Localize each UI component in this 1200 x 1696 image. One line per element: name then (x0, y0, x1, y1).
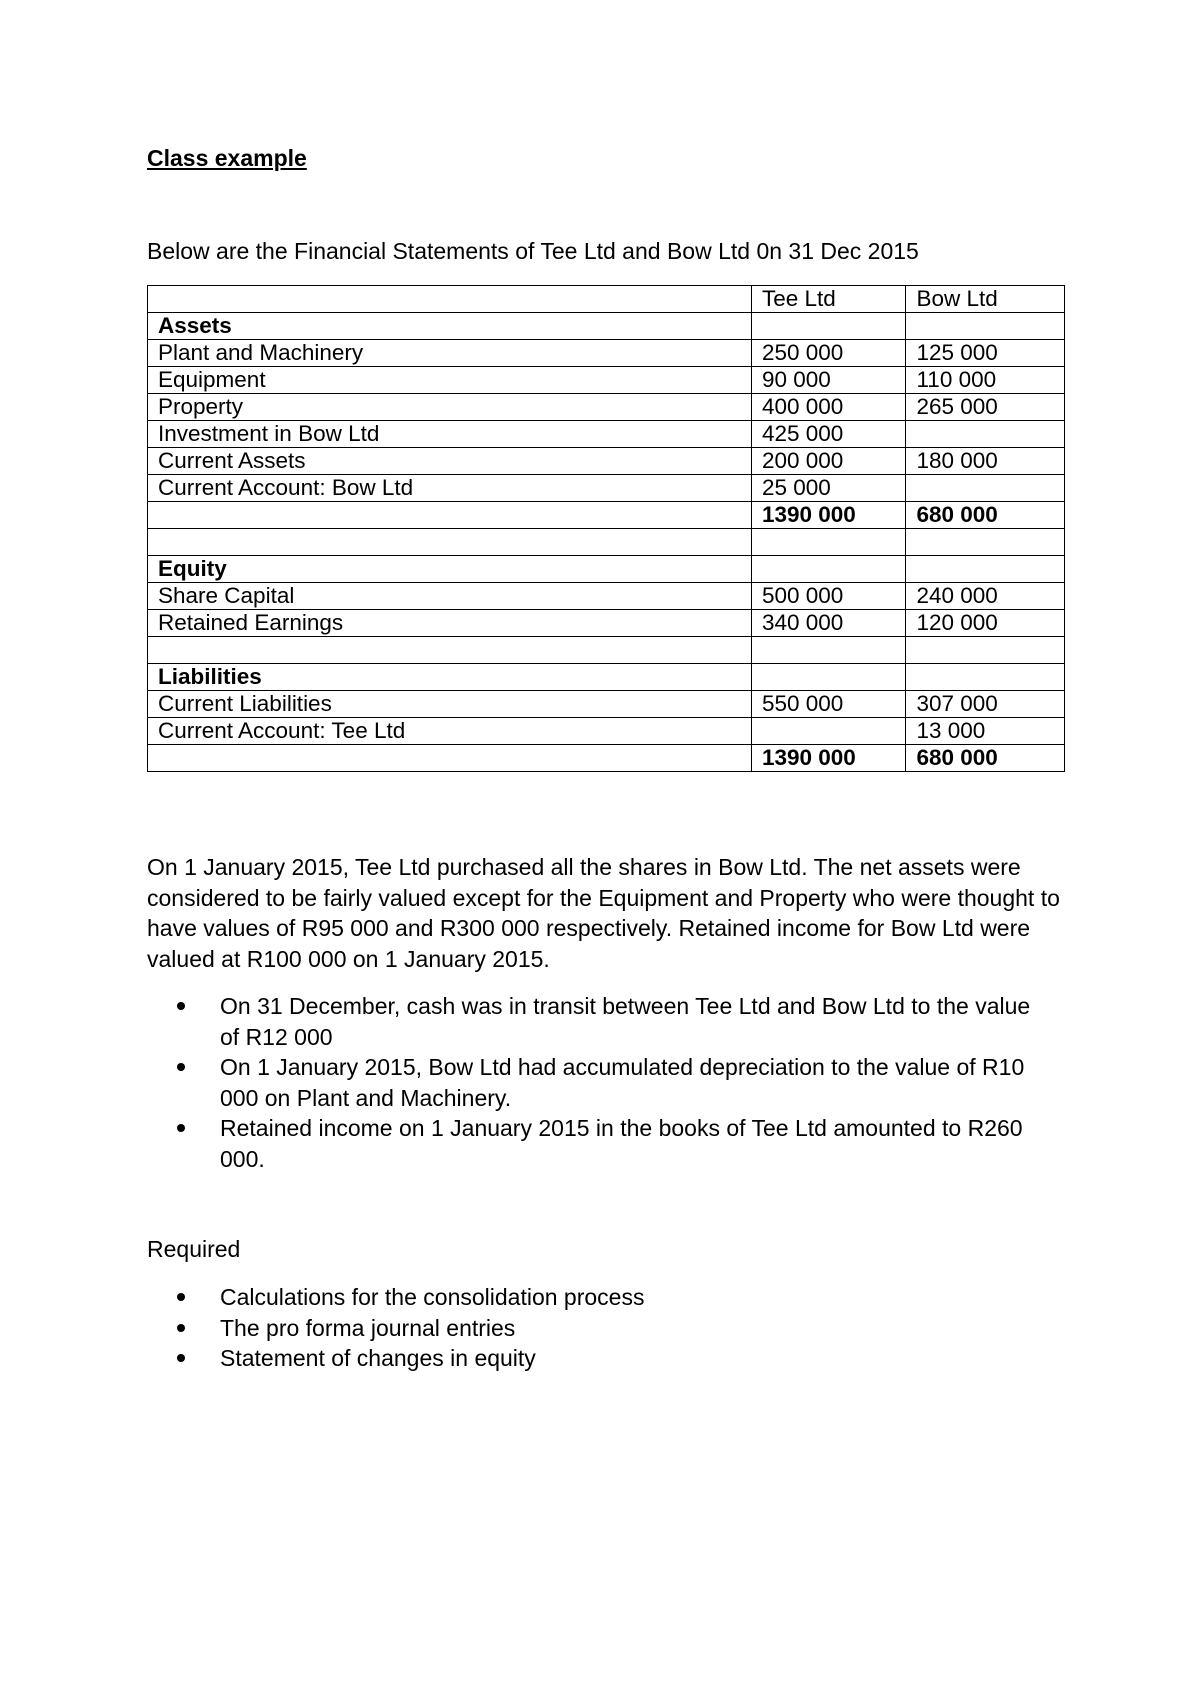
table-row (148, 313, 1065, 340)
table-row (148, 340, 1065, 367)
row-label: Property (148, 394, 752, 421)
row-label: Equipment (148, 367, 752, 394)
bow-value: 307 000 (906, 691, 1065, 718)
tee-value: 200 000 (751, 448, 906, 475)
financial-statements-table (147, 285, 1065, 772)
total-row-assets (148, 502, 1065, 529)
bow-value (906, 664, 1065, 691)
row-label: Investment in Bow Ltd (148, 421, 752, 448)
bow-value (906, 421, 1065, 448)
list-item: On 31 December, cash was in transit between Tee Ltd and Bow Ltd to the value of R12 000 (220, 991, 1050, 1052)
row-label: Current Account: Tee Ltd (148, 718, 752, 745)
scenario-paragraph: On 1 January 2015, Tee Ltd purchased all the shares in Bow Ltd. The net assets were considered to be fairly valued except for the Equipment and Property who were thought to have values of R95 000 and R300 000 respectively. Retained income for Bow Ltd were valued at R100 000 on 1 January 2015. (147, 854, 1060, 972)
tee-value: 25 000 (751, 475, 906, 502)
table-row (148, 556, 1065, 583)
bow-value (906, 556, 1065, 583)
row-label (148, 502, 752, 529)
table-row (148, 448, 1065, 475)
row-label: Plant and Machinery (148, 340, 752, 367)
table-row-empty (148, 637, 1065, 664)
header-tee-ltd: Tee Ltd (751, 286, 906, 313)
tee-value: 400 000 (751, 394, 906, 421)
row-label: Share Capital (148, 583, 752, 610)
tee-value: 250 000 (751, 340, 906, 367)
section-heading-assets: Assets (148, 313, 752, 340)
header-bow-ltd: Bow Ltd (906, 286, 1065, 313)
bow-value: 110 000 (906, 367, 1065, 394)
row-label: Current Account: Bow Ltd (148, 475, 752, 502)
tee-total: 1390 000 (751, 745, 906, 772)
intro-text: Below are the Financial Statements of Tee Ltd and Bow Ltd 0n 31 Dec 2015 (147, 238, 919, 264)
bow-value (906, 313, 1065, 340)
section-heading-liabilities: Liabilities (148, 664, 752, 691)
list-item: Retained income on 1 January 2015 in the books of Tee Ltd amounted to R260 000. (220, 1113, 1050, 1174)
table-row (148, 367, 1065, 394)
tee-value (751, 664, 906, 691)
bow-value: 120 000 (906, 610, 1065, 637)
list-item: The pro forma journal entries (220, 1313, 1120, 1344)
table-row (148, 475, 1065, 502)
document-title: Class example (147, 145, 307, 171)
required-list (147, 1282, 1120, 1374)
bow-value: 13 000 (906, 718, 1065, 745)
table-row (148, 583, 1065, 610)
header-label-cell (148, 286, 752, 313)
table-row (148, 394, 1065, 421)
table-header-row (148, 286, 1065, 313)
table-row (148, 664, 1065, 691)
row-label (148, 637, 752, 664)
tee-value (751, 529, 906, 556)
notes-list (147, 991, 1120, 1174)
table-row-empty (148, 529, 1065, 556)
bow-total: 680 000 (906, 502, 1065, 529)
list-item: Calculations for the consolidation process (220, 1282, 1120, 1313)
section-heading-equity: Equity (148, 556, 752, 583)
bow-value: 125 000 (906, 340, 1065, 367)
bow-total: 680 000 (906, 745, 1065, 772)
tee-value (751, 313, 906, 340)
table-row (148, 610, 1065, 637)
bow-value (906, 475, 1065, 502)
bow-value (906, 529, 1065, 556)
tee-value (751, 556, 906, 583)
row-label: Retained Earnings (148, 610, 752, 637)
tee-value (751, 718, 906, 745)
tee-value (751, 637, 906, 664)
table-row (148, 421, 1065, 448)
table-row (148, 718, 1065, 745)
row-label: Current Liabilities (148, 691, 752, 718)
required-heading: Required (147, 1236, 241, 1262)
tee-total: 1390 000 (751, 502, 906, 529)
list-item: On 1 January 2015, Bow Ltd had accumulated depreciation to the value of R10 000 on Plant and Machinery. (220, 1052, 1050, 1113)
row-label (148, 745, 752, 772)
bow-value: 180 000 (906, 448, 1065, 475)
bow-value: 265 000 (906, 394, 1065, 421)
row-label: Current Assets (148, 448, 752, 475)
total-row-equity-liabilities (148, 745, 1065, 772)
bow-value: 240 000 (906, 583, 1065, 610)
tee-value: 90 000 (751, 367, 906, 394)
tee-value: 340 000 (751, 610, 906, 637)
bow-value (906, 637, 1065, 664)
row-label (148, 529, 752, 556)
table-row (148, 691, 1065, 718)
tee-value: 550 000 (751, 691, 906, 718)
tee-value: 425 000 (751, 421, 906, 448)
list-item: Statement of changes in equity (220, 1343, 1120, 1374)
tee-value: 500 000 (751, 583, 906, 610)
